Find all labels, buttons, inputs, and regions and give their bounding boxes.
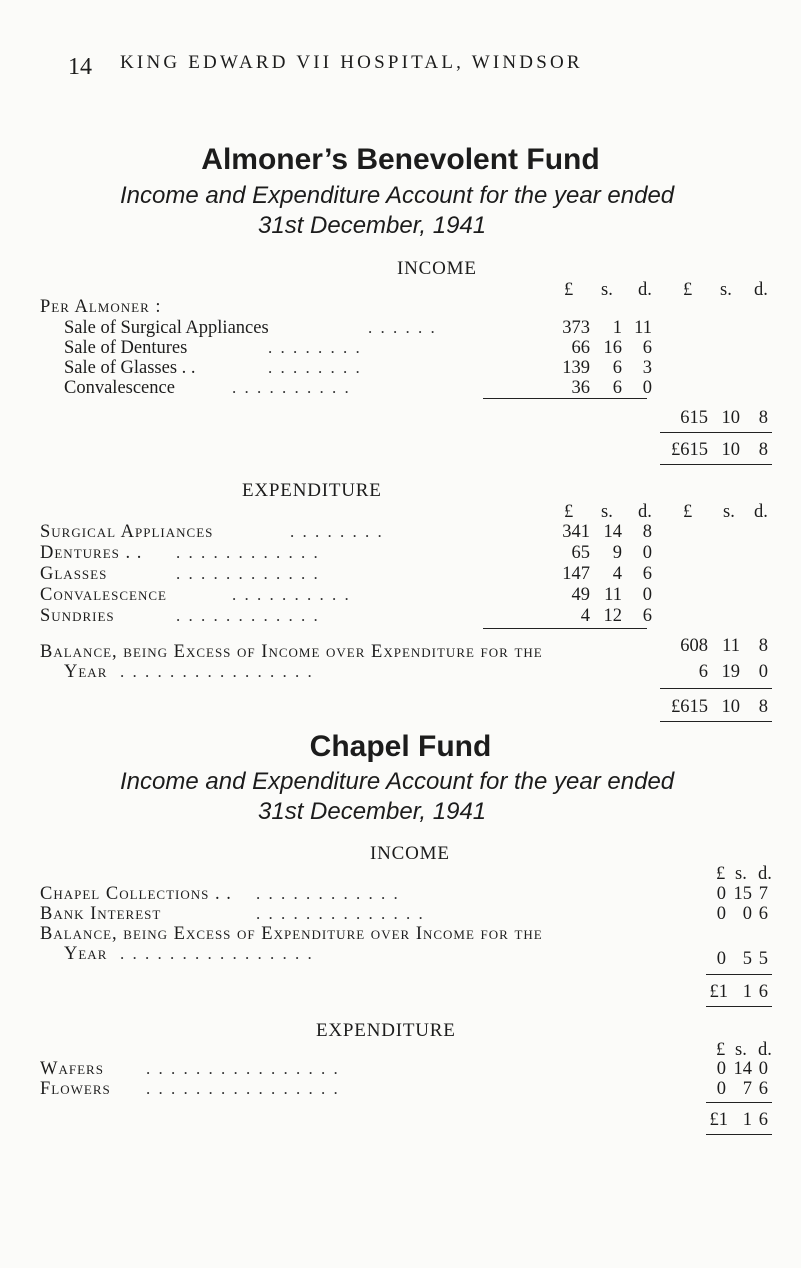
amount-pence: 6 <box>642 606 652 626</box>
amount-pence: 0 <box>758 1059 768 1079</box>
amount-shillings: 0 <box>742 904 752 924</box>
chapel-expenditure-total-shillings: 1 <box>742 1110 752 1130</box>
balance-shillings: 19 <box>721 662 740 682</box>
col-head-pence: d. <box>638 502 652 522</box>
amount-shillings: 12 <box>603 606 622 626</box>
chapel-subtitle-line2: 31st December, 1941 <box>258 798 487 825</box>
chapel-income-heading: INCOME <box>370 843 450 864</box>
col-head-pence: d. <box>758 864 772 884</box>
almoner-expenditure-heading: EXPENDITURE <box>242 480 382 501</box>
amount-shillings: 14 <box>603 522 622 542</box>
total-underline <box>706 1006 772 1007</box>
col-head-shillings-total: s. <box>723 502 735 522</box>
expenditure-total-pence: 8 <box>758 697 768 717</box>
total-rule <box>706 974 772 975</box>
chapel-expenditure-total-pounds: £1 <box>709 1110 728 1130</box>
balance-label-line1: Balance, being Excess of Income over Expenditure for the <box>40 642 543 662</box>
amount-pounds: 36 <box>571 378 590 398</box>
leader-dots: . . . . . . . . <box>268 338 362 357</box>
amount-shillings: 16 <box>603 338 622 358</box>
amount-shillings: 15 <box>733 884 752 904</box>
row-label: Bank Interest <box>40 904 162 924</box>
leader-dots: . . . . . . <box>368 318 437 337</box>
chapel-balance-label-line1: Balance, being Excess of Expenditure over Income for the <box>40 924 543 944</box>
expenditure-total-shillings: 10 <box>721 697 740 717</box>
col-head-pounds: £ <box>564 280 574 300</box>
amount-shillings: 7 <box>742 1079 752 1099</box>
row-label: Sale of Dentures <box>64 338 188 358</box>
leader-dots: . . . . . . . . <box>268 358 362 377</box>
row-label: Wafers <box>40 1059 104 1079</box>
col-head-shillings: s. <box>601 502 613 522</box>
amount-pence: 6 <box>758 1079 768 1099</box>
amount-pounds: 0 <box>716 884 726 904</box>
col-head-shillings: s. <box>735 1040 747 1060</box>
expenditure-subtotal-shillings: 11 <box>722 636 740 656</box>
col-head-pence-total: d. <box>754 280 768 300</box>
row-label: Sundries <box>40 606 115 626</box>
row-label: Flowers <box>40 1079 111 1099</box>
per-almoner-label: Per Almoner : <box>40 297 162 317</box>
amount-pence: 6 <box>758 904 768 924</box>
row-label: Convalescence <box>64 378 175 398</box>
balance-pounds: 6 <box>698 662 708 682</box>
chapel-income-total-pence: 6 <box>758 982 768 1002</box>
amount-shillings: 14 <box>733 1059 752 1079</box>
balance-pence: 0 <box>758 662 768 682</box>
total-rule <box>660 432 772 433</box>
almoner-fund-title: Almoner’s Benevolent Fund <box>201 143 600 176</box>
amount-pounds: 373 <box>562 318 590 338</box>
total-underline <box>660 721 772 722</box>
col-head-shillings: s. <box>601 280 613 300</box>
almoner-subtitle-line2: 31st December, 1941 <box>258 212 487 239</box>
leader-dots: . . . . . . . . . . . . . . . . <box>120 662 314 681</box>
row-label: Dentures . . <box>40 543 143 563</box>
amount-pounds: 0 <box>716 904 726 924</box>
row-label: Sale of Glasses . . <box>64 358 196 378</box>
expenditure-subtotal-pence: 8 <box>758 636 768 656</box>
leader-dots: . . . . . . . . . . . . . . . . <box>146 1079 340 1098</box>
total-underline <box>706 1134 772 1135</box>
page-number: 14 <box>68 54 92 80</box>
amount-pounds: 49 <box>571 585 590 605</box>
balance-label-line2: Year <box>64 662 108 682</box>
expenditure-subtotal-pounds: 608 <box>680 636 708 656</box>
amount-pence: 11 <box>634 318 652 338</box>
amount-pounds: 0 <box>716 1079 726 1099</box>
col-head-pence: d. <box>638 280 652 300</box>
amount-pence: 0 <box>642 543 652 563</box>
amount-shillings: 4 <box>612 564 622 584</box>
amount-shillings: 9 <box>612 543 622 563</box>
col-head-pounds-total: £ <box>683 502 693 522</box>
income-total-shillings: 10 <box>721 440 740 460</box>
col-head-pence-total: d. <box>754 502 768 522</box>
col-head-pence: d. <box>758 1040 772 1060</box>
subtotal-rule <box>483 398 647 399</box>
leader-dots: . . . . . . . . . . . . <box>176 543 320 562</box>
expenditure-total-pounds: £615 <box>671 697 708 717</box>
almoner-income-heading: INCOME <box>397 258 477 279</box>
running-head: KING EDWARD VII HOSPITAL, WINDSOR <box>120 52 583 73</box>
amount-shillings: 6 <box>612 378 622 398</box>
amount-pounds: 0 <box>716 1059 726 1079</box>
leader-dots: . . . . . . . . . . . . . . . . <box>146 1059 340 1078</box>
chapel-expenditure-total-pence: 6 <box>758 1110 768 1130</box>
income-subtotal-pence: 8 <box>758 408 768 428</box>
chapel-income-total-pounds: £1 <box>709 982 728 1002</box>
col-head-pounds: £ <box>564 502 574 522</box>
row-label: Chapel Collections . . <box>40 884 232 904</box>
leader-dots: . . . . . . . . . . . . . . . . <box>120 944 314 963</box>
chapel-balance-shillings: 5 <box>742 949 752 969</box>
col-head-shillings-total: s. <box>720 280 732 300</box>
almoner-subtitle-line1: Income and Expenditure Account for the year ended <box>120 182 675 209</box>
total-rule <box>706 1102 772 1103</box>
income-total-pounds: £615 <box>671 440 708 460</box>
leader-dots: . . . . . . . . . . <box>232 378 351 397</box>
income-subtotal-pounds: 615 <box>680 408 708 428</box>
amount-shillings: 1 <box>612 318 622 338</box>
amount-pence: 7 <box>758 884 768 904</box>
row-label: Glasses <box>40 564 108 584</box>
col-head-shillings: s. <box>735 864 747 884</box>
amount-pounds: 4 <box>580 606 590 626</box>
chapel-balance-pence: 5 <box>758 949 768 969</box>
leader-dots: . . . . . . . . . . . . <box>176 606 320 625</box>
row-label: Sale of Surgical Appliances <box>64 318 269 338</box>
chapel-balance-label-line2: Year <box>64 944 108 964</box>
chapel-expenditure-heading: EXPENDITURE <box>316 1020 456 1041</box>
amount-pence: 6 <box>642 564 652 584</box>
total-underline <box>660 464 772 465</box>
chapel-balance-pounds: 0 <box>716 949 726 969</box>
chapel-fund-title: Chapel Fund <box>309 730 492 763</box>
amount-shillings: 11 <box>604 585 622 605</box>
amount-pounds: 341 <box>562 522 590 542</box>
amount-pounds: 65 <box>571 543 590 563</box>
amount-pence: 8 <box>642 522 652 542</box>
col-head-pounds: £ <box>716 1040 726 1060</box>
amount-pence: 0 <box>642 585 652 605</box>
amount-pence: 3 <box>642 358 652 378</box>
amount-pounds: 139 <box>562 358 590 378</box>
row-label: Surgical Appliances <box>40 522 214 542</box>
col-head-pounds: £ <box>716 864 726 884</box>
chapel-income-total-shillings: 1 <box>742 982 752 1002</box>
amount-pence: 6 <box>642 338 652 358</box>
leader-dots: . . . . . . . . . . . . <box>176 564 320 583</box>
leader-dots: . . . . . . . . . . <box>232 585 351 604</box>
amount-pounds: 147 <box>562 564 590 584</box>
col-head-pounds-total: £ <box>683 280 693 300</box>
amount-pence: 0 <box>642 378 652 398</box>
amount-shillings: 6 <box>612 358 622 378</box>
leader-dots: . . . . . . . . . . . . . . <box>256 904 425 923</box>
chapel-subtitle-line1: Income and Expenditure Account for the year ended <box>120 768 675 795</box>
subtotal-rule <box>483 628 647 629</box>
row-label: Convalescence <box>40 585 167 605</box>
amount-pounds: 66 <box>571 338 590 358</box>
income-total-pence: 8 <box>758 440 768 460</box>
leader-dots: . . . . . . . . <box>290 522 384 541</box>
income-subtotal-shillings: 10 <box>721 408 740 428</box>
leader-dots: . . . . . . . . . . . . <box>256 884 400 903</box>
total-rule <box>660 688 772 689</box>
